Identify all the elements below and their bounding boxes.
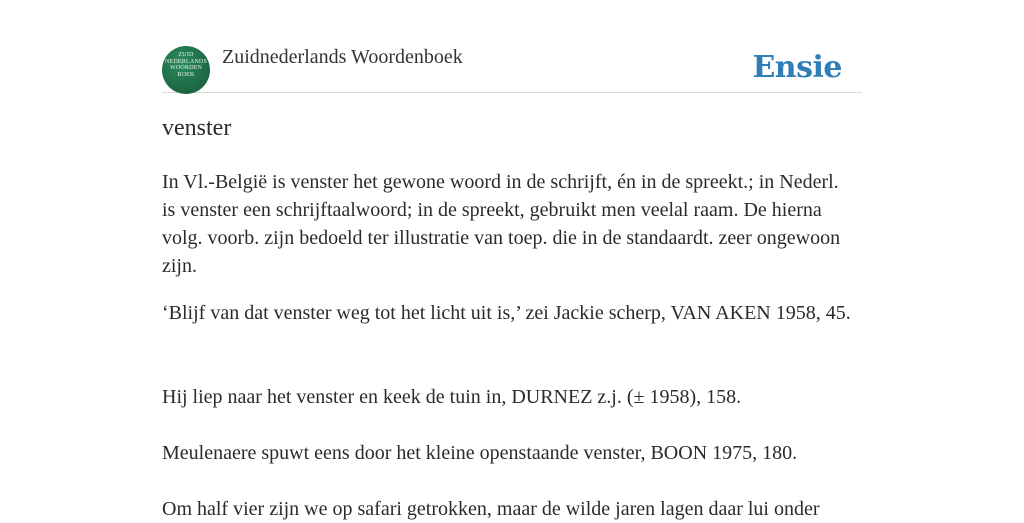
logo-text-line: ZUID: [178, 52, 194, 58]
example-quote: Om half vier zijn we op safari getrokken, maar de wilde jaren lagen daar lui onder: [162, 498, 820, 520]
logo-text: [162, 52, 210, 78]
headword: venster: [162, 115, 232, 141]
definition: In Vl.-België is venster het gewone woord in de schrijft, én in de spreekt.; in Nederl. is venster een schrijftaalwoord; in de spreekt, gebruikt men veelal raam. De hierna volg. voorb. zijn bedoeld ter illustratie van toep. die in de standaardt. zeer ongewoon zijn.: [162, 171, 841, 277]
logo-text-line: WOORDEN: [169, 65, 203, 71]
logo-text-line: NEDERLANDS: [165, 58, 207, 65]
example-quote: Meulenaere spuwt eens door het kleine openstaande venster, BOON 1975, 180.: [162, 442, 798, 464]
source-logo[interactable]: [162, 46, 210, 94]
example-quote: ‘Blijf van dat venster weg tot het licht uit is,’ zei Jackie scherp, VAN AKEN 1958, 45.: [162, 302, 851, 324]
source-title[interactable]: Zuidnederlands Woordenboek: [222, 46, 463, 68]
page: [162, 0, 862, 520]
brand-logo[interactable]: Ensie: [752, 50, 842, 85]
example-quote: Hij liep naar het venster en keek de tuin in, DURNEZ z.j. (± 1958), 158.: [162, 386, 742, 408]
logo-text-line: BOEK: [177, 71, 195, 78]
header: [162, 44, 862, 93]
